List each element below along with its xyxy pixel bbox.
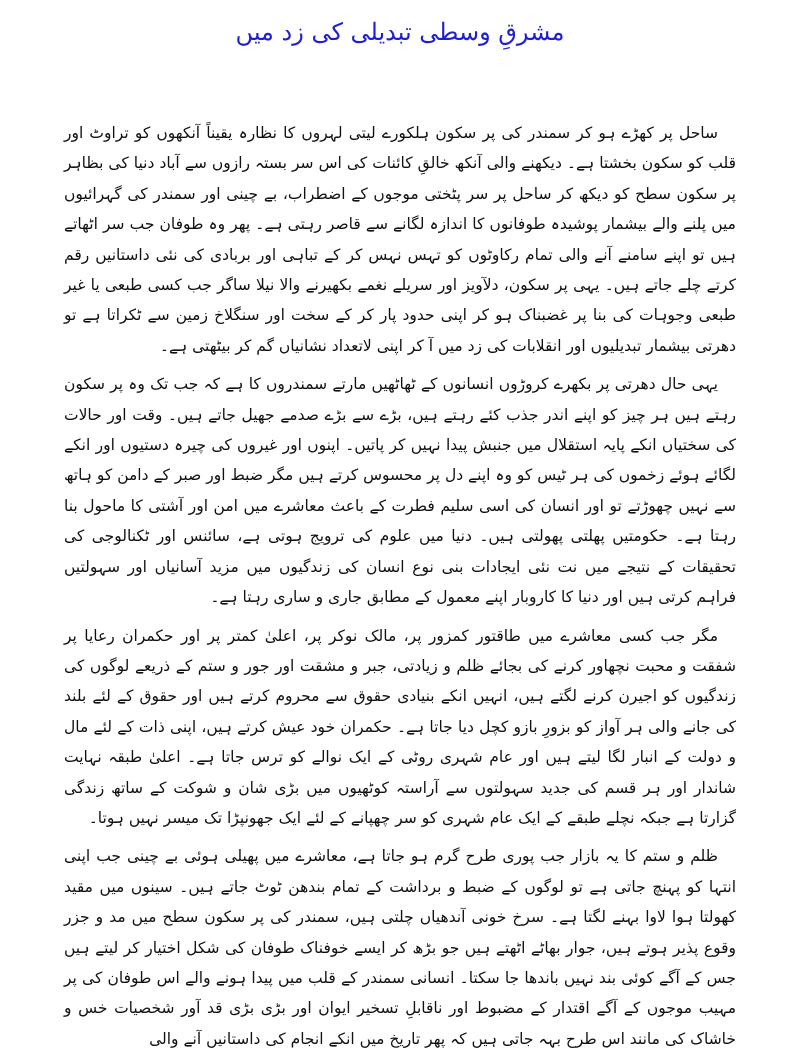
paragraph-1: ساحل پر کھڑے ہو کر سمندر کی پر سکون ہلکورے لیتی لہروں کا نظارہ یقیناً آنکھوں کو تراوٹ اور قلب کو سکون بخشتا ہے۔ دیکھنے والی آنکھ خالقِ کائنات کی اس سر بستہ رازوں سے آباد دنیا کی بظاہر پر سکون سطح کو دیکھ کر ساحل پر سر پٹختی موجوں کے اضطراب، بے چینی اور سمندر کی گہرائیوں میں پلنے والے بیشمار پوشیدہ طوفانوں کا اندازہ لگانے سے قاصر رہتی ہے۔ پھر وہ طوفان جب سر اٹھاتے ہیں تو اپنے سامنے آنے والی تمام رکاوٹوں کو تہس نہس کر کے تباہی اور بربادی کی نئی داستانیں رقم کرتے چلے جاتے ہیں۔ یہی پر سکون، دلآویز اور سریلے نغمے بکھیرنے والا نیلا ساگر جب کسی طبعی یا غیر طبعی وجوہات کی بنا پر غضبناک ہو کر اپنی حدود پار کر کے سخت اور سنگلاخ زمین سے ٹکراتا ہے تو دھرتی بیشمار تبدیلیوں اور انقلابات کی زد میں آ کر اپنی لاتعداد نشانیاں گم کر بیٹھتی ہے۔ bbox=[64, 124, 736, 355]
paragraph-2: یہی حال دھرتی پر بکھرے کروڑوں انسانوں کے ٹھاٹھیں مارتے سمندروں کا ہے کہ جب تک وہ پر سکون رہتے ہیں ہر چیز کو اپنے اندر جذب کئے رہتے ہیں، بڑے سے بڑے صدمے جھیل جاتے ہیں۔ وقت اور حالات کی سختیاں انکے پایہ استقلال میں جنبش پیدا نہیں کر پاتیں۔ اپنوں اور غیروں کی چیرہ دستیوں اور انکے لگائے ہوئے زخموں کی ہر ٹیس کو وہ اپنے دل پر محسوس کرتے ہیں مگر ضبط اور صبر کے دامن کو ہاتھ سے نہیں چھوڑتے تو اور انسان کی اسی سلیم فطرت کے باعث معاشرے میں امن اور آشتی کا ماحول بنا رہتا ہے۔ حکومتیں پھلتی پھولتی ہیں۔ دنیا میں علوم کی ترویج ہوتی ہے، سائنس اور ٹکنالوجی کی تحقیقات کے نتیجے میں نت نئی ایجادات بنی نوع انسان کی زندگیوں میں مزید آسانیاں اور سہولتیں فراہم کرتی ہیں اور دنیا کا کاروبار اپنے معمول کے مطابق جاری و ساری رہتا ہے۔ bbox=[64, 375, 736, 607]
page-title: مشرقِ وسطی تبدیلی کی زد میں bbox=[235, 18, 565, 46]
article-body bbox=[64, 118, 736, 1062]
paragraph-3: مگر جب کسی معاشرے میں طاقتور کمزور پر، مالک نوکر پر، اعلیٰ کمتر پر اور حکمران رعایا پر شفقت و محبت نچھاور کرنے کی بجائے ظلم و زیادتی، جبر و مشقت اور جور و ستم کے ذریعے لوگوں کی زندگیوں کو اجیرن کرنے لگتے ہیں، انہیں انکے بنیادی حقوق سے محروم کرتے ہیں اور حقوق کے لئے بلند کی جانے والی ہر آواز کو بزورِ بازو کچل دیا جاتا ہے۔ حکمران خود عیش کرتے ہیں، اپنی ذات کے لئے مال و دولت کے انبار لگا لیتے ہیں اور عام شہری روٹی کے ایک نوالے کو ترس جاتا ہے۔ اعلیٰ طبقہ نہایت شاندار اور ہر قسم کی جدید سہولتوں سے آراستہ کوٹھیوں میں بڑی شان و شوکت کے ساتھ زندگی گزارتا ہے جبکہ نچلے طبقے کے ایک عام شہری کو سر چھپانے کے لئے ایک جھونپڑا تک میسر نہیں ہوتا۔ bbox=[64, 626, 736, 827]
paragraph-4: ظلم و ستم کا یہ بازار جب پوری طرح گرم ہو جاتا ہے، معاشرے میں پھیلی ہوئی بے چینی جب اپنی انتہا کو پہنچ جاتی ہے تو لوگوں کے ضبط و برداشت کے تمام بندھن ٹوٹ جاتے ہیں۔ سینوں میں مقید کھولتا ہوا لاوا بہنے لگتا ہے۔ سرخ خونی آندھیاں چلتی ہیں، سمندر کی پر سکون سطح میں مد و جزر وقوع پذیر ہوتے ہیں، جوار بھاٹے اٹھتے ہیں جو بڑھ کر ایسے خوفناک طوفان کی شکل اختیار کر لیتے ہیں جس کے آگے کوئی بند نہیں باندھا جا سکتا۔ انسانی سمندر کے قلب میں پیدا ہونے والے اس طوفان کی پر مہیب موجوں کے آگے اقتدار کے مضبوط اور ناقابلِ تسخیر ایوان اور بڑی بڑی قد آور شخصیات خس و خاشاک کی مانند اس طرح بہہ جاتی ہیں کہ پھر تاریخ میں انکے انجام کی داستانیں آنے والی bbox=[64, 847, 736, 1048]
